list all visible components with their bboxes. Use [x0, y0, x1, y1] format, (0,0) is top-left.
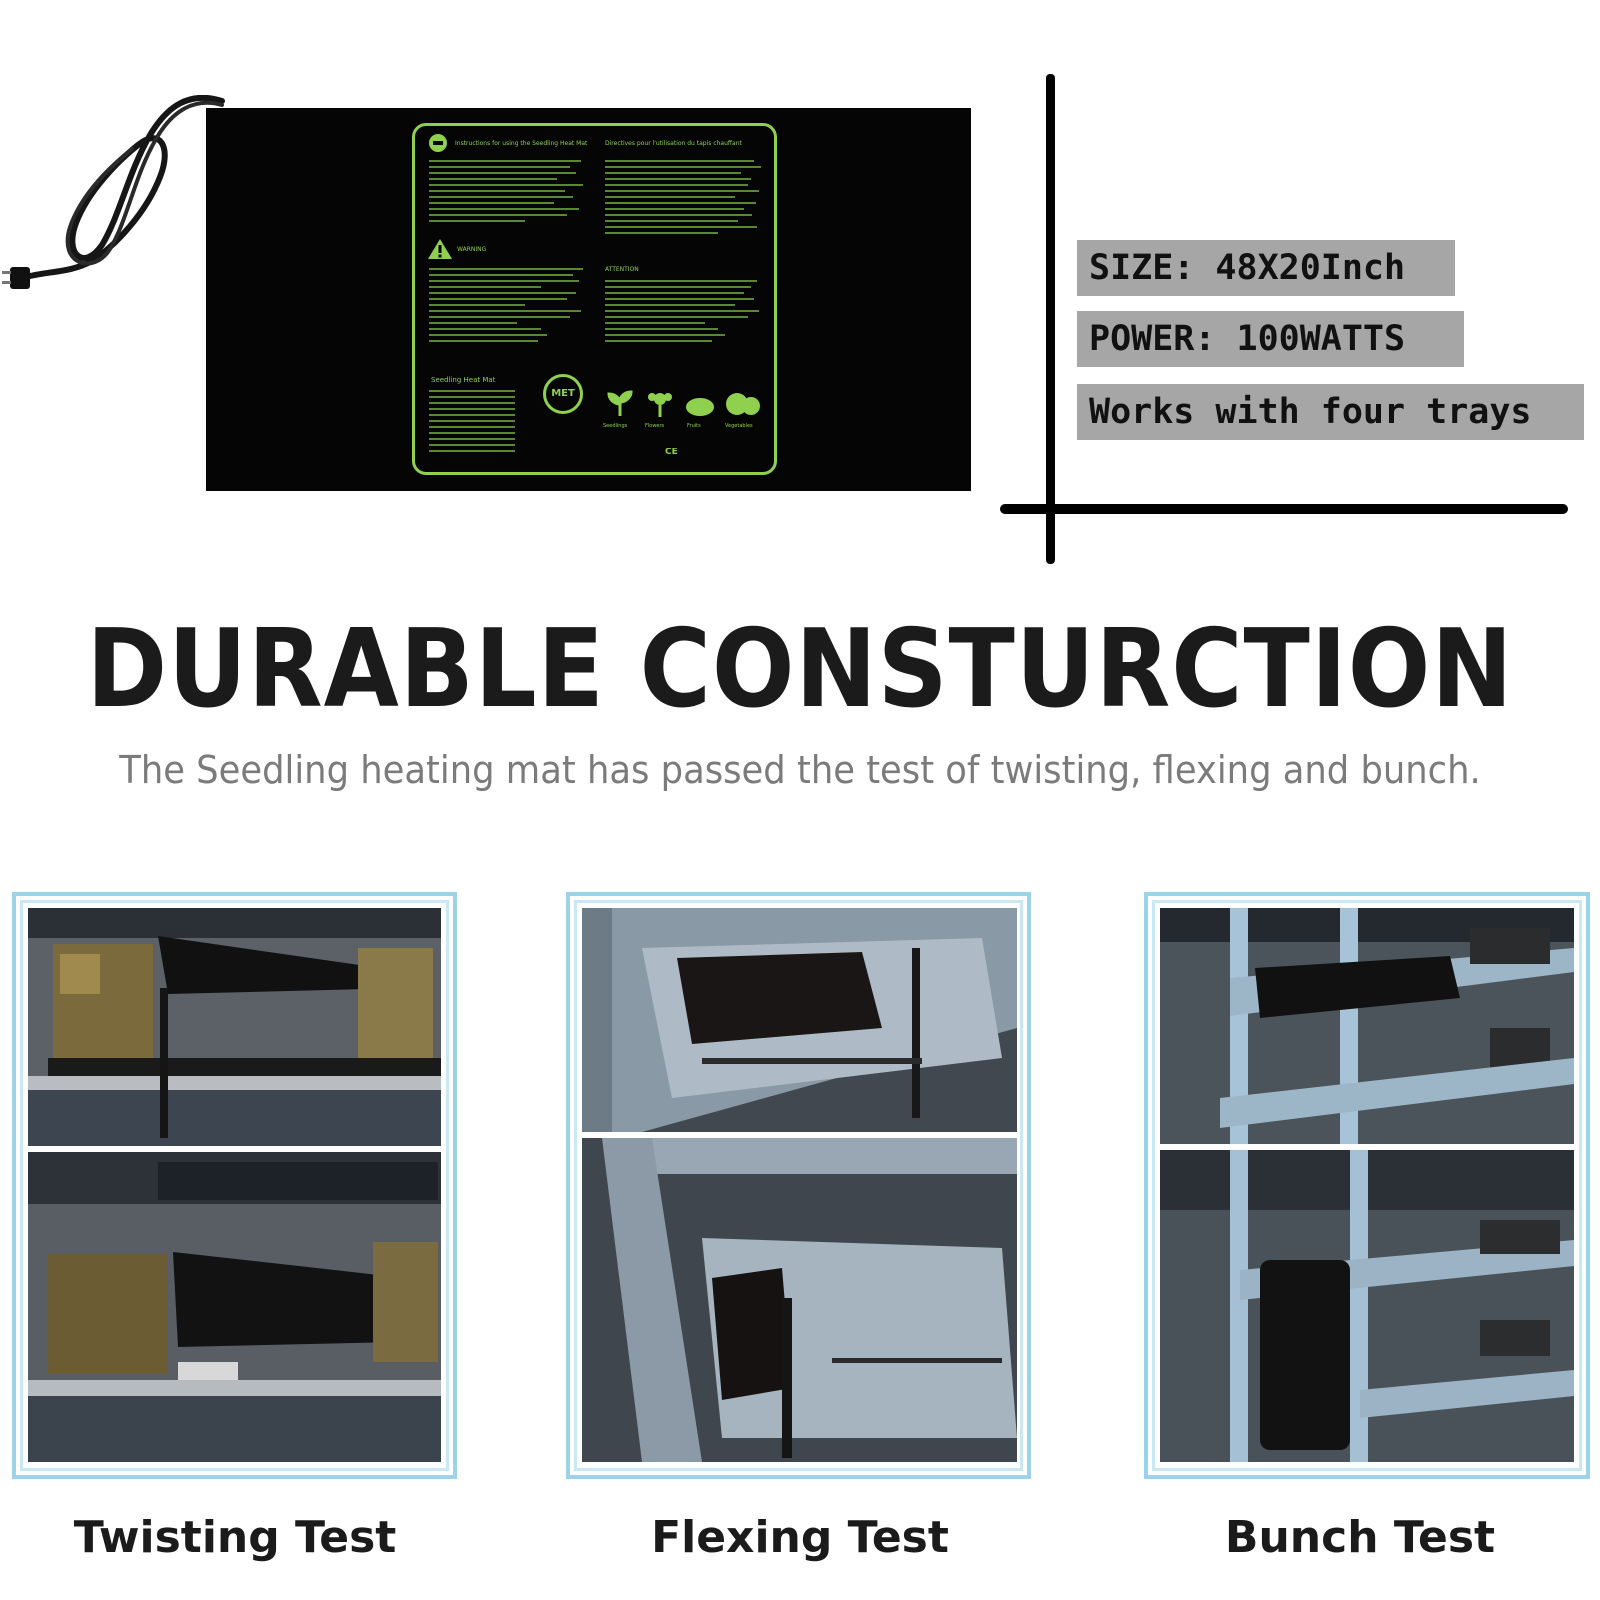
flexing-test-photo-1	[582, 908, 1017, 1132]
twisting-test-photo-1	[28, 908, 441, 1146]
spec-size: SIZE: 48X20Inch	[1077, 240, 1455, 296]
instruction-panel	[412, 123, 777, 475]
seedling-icon	[603, 388, 637, 418]
met-certification-logo	[543, 374, 583, 414]
warning-icon	[427, 238, 453, 260]
bunch-test-caption: Bunch Test	[1224, 1512, 1496, 1563]
ce-mark: CE	[665, 448, 678, 457]
twisting-test-photo-2	[28, 1152, 441, 1462]
icon-label-fruits: Fruits	[687, 423, 701, 429]
warning-label: WARNING	[457, 246, 487, 253]
flexing-test-photo-2	[582, 1138, 1017, 1462]
vegetable-icon	[723, 388, 763, 418]
bunch-test-photo-2	[1160, 1150, 1574, 1462]
instructions-icon	[427, 132, 449, 154]
plant-icon-row	[603, 388, 773, 438]
icon-label-vegetables: Vegetables	[725, 423, 753, 429]
instructions-text-left	[429, 160, 589, 226]
spec-vertical-line	[1046, 74, 1055, 564]
flexing-test-caption: Flexing Test	[651, 1512, 949, 1563]
subtitle: The Seedling heating mat has passed the test of twisting, flexing and bunch.	[119, 748, 1481, 792]
warning-text	[429, 268, 589, 346]
headline: DURABLE CONSTURCTION	[86, 607, 1514, 732]
attention-text	[605, 280, 767, 346]
spec-trays: Works with four trays	[1077, 384, 1584, 440]
temperature-table	[429, 390, 524, 456]
bunch-test-frame	[1144, 892, 1590, 1479]
icon-label-flowers: Flowers	[645, 423, 665, 429]
icon-label-seedlings: Seedlings	[603, 423, 628, 429]
instructions-text-right	[605, 160, 767, 238]
power-cord-with-plug	[0, 95, 230, 305]
attention-label: ATTENTION	[605, 266, 639, 273]
bunch-test-photo-1	[1160, 908, 1574, 1144]
spec-power: POWER: 100WATTS	[1077, 311, 1464, 367]
seedling-heat-mat	[206, 108, 971, 491]
flower-icon	[643, 388, 677, 418]
met-logo-text: MET	[551, 388, 575, 399]
panel-title-left: Instructions for using the Seedling Heat Mat	[455, 140, 588, 147]
flexing-test-frame	[566, 892, 1031, 1479]
table-title: Seedling Heat Mat	[431, 376, 496, 384]
twisting-test-caption: Twisting Test	[73, 1512, 397, 1563]
panel-title-right: Directives pour l'utilisation du tapis chauffant	[605, 140, 742, 147]
spec-horizontal-line	[1000, 504, 1568, 514]
twisting-test-frame	[12, 892, 457, 1479]
fruit-icon	[683, 392, 717, 418]
